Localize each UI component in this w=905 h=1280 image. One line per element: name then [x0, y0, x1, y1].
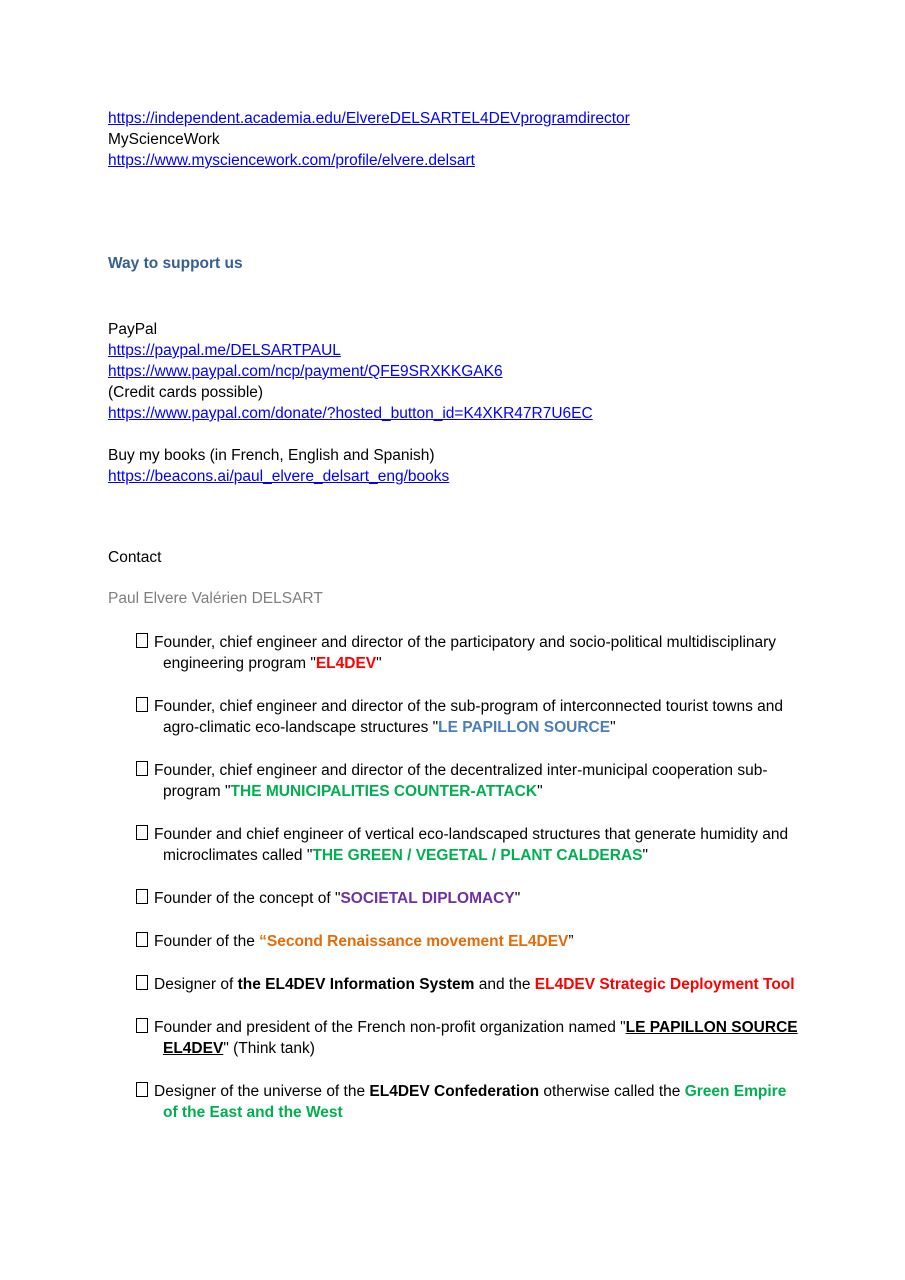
text-line	[108, 361, 805, 382]
support-heading: Way to support us	[108, 255, 243, 272]
text-segment: Founder, chief engineer and director of the participatory and socio-political multidisciplinary engineering program "	[154, 634, 777, 672]
text-line	[108, 466, 805, 487]
hyperlink[interactable]: https://www.paypal.com/donate/?hosted_button_id=K4XKR47R7U6EC	[108, 405, 593, 422]
hyperlink[interactable]: https://beacons.ai/paul_elvere_delsart_eng/books	[108, 468, 450, 485]
checkbox-bullet-icon	[136, 761, 148, 776]
text-segment: "	[376, 655, 382, 672]
checkbox-bullet-icon	[136, 889, 148, 904]
text-line	[108, 150, 805, 171]
text-line	[108, 382, 805, 403]
text-segment: Designer of	[154, 976, 238, 993]
text-segment: Founder of the concept of "	[154, 890, 341, 907]
hyperlink[interactable]: https://www.mysciencework.com/profile/elvere.delsart	[108, 152, 475, 169]
text-segment: SOCIETAL DIPLOMACY	[340, 890, 515, 907]
text-line	[108, 340, 805, 361]
hyperlink[interactable]: https://independent.academia.edu/ElvereDELSARTEL4DEVprogramdirector	[108, 110, 630, 127]
role-item	[108, 824, 805, 866]
text-segment: LE PAPILLON SOURCE	[438, 719, 611, 736]
text-line	[108, 403, 805, 424]
text-line	[108, 445, 805, 466]
checkbox-bullet-icon	[136, 1018, 148, 1033]
text-segment: Green Empire of the East and the West	[163, 1083, 787, 1121]
checkbox-bullet-icon	[136, 1082, 148, 1097]
hyperlink[interactable]: https://paypal.me/DELSARTPAUL	[108, 342, 341, 359]
text-segment: ”	[568, 933, 574, 950]
text-segment: “Second Renaissance movement EL4DEV	[259, 933, 569, 950]
text-segment: Founder and chief engineer of vertical eco-landscaped structures that generate humidity and microclimates called "	[154, 826, 789, 864]
checkbox-bullet-icon	[136, 633, 148, 648]
text-segment: the EL4DEV Information System	[237, 976, 475, 993]
text-segment: Founder and president of the French non-profit organization named "	[154, 1019, 626, 1036]
role-item	[108, 760, 805, 802]
text-segment: " (Think tank)	[223, 1040, 315, 1057]
text-line	[108, 319, 805, 340]
text-segment: and the	[474, 976, 535, 993]
text-segment: Founder, chief engineer and director of the sub-program of interconnected tourist towns and agro-climatic eco-landscape structures "	[154, 698, 783, 736]
text-line	[108, 129, 805, 150]
text-segment: "	[642, 847, 648, 864]
role-item	[108, 1081, 805, 1123]
text-segment: Founder, chief engineer and director of the decentralized inter-municipal cooperation sub-program "	[154, 762, 768, 800]
text-line	[108, 108, 805, 129]
text-segment: EL4DEV	[315, 655, 377, 672]
text-segment: PayPal	[108, 321, 158, 338]
role-item	[108, 1017, 805, 1059]
checkbox-bullet-icon	[136, 825, 148, 840]
text-segment: (Credit cards possible)	[108, 384, 264, 401]
checkbox-bullet-icon	[136, 932, 148, 947]
text-segment: THE GREEN / VEGETAL / PLANT CALDERAS	[312, 847, 643, 864]
role-item	[108, 931, 805, 952]
role-item	[108, 888, 805, 909]
text-segment: EL4DEV Strategic Deployment Tool	[534, 976, 795, 993]
role-item	[108, 974, 805, 995]
text-segment: THE MUNICIPALITIES COUNTER-ATTACK	[230, 783, 538, 800]
text-segment: "	[514, 890, 521, 907]
support-links-block	[108, 319, 805, 424]
text-segment: LE PAPILLON SOURCE EL4DEV	[163, 1019, 798, 1057]
text-segment: EL4DEV Confederation	[369, 1083, 540, 1100]
text-segment: "	[610, 719, 616, 736]
text-segment: "	[537, 783, 543, 800]
text-segment: MyScienceWork	[108, 131, 220, 148]
contact-name: Paul Elvere Valérien DELSART	[108, 590, 323, 607]
hyperlink[interactable]: https://www.paypal.com/ncp/payment/QFE9SRXKKGAK6	[108, 363, 503, 380]
checkbox-bullet-icon	[136, 697, 148, 712]
text-segment: Founder of the	[154, 933, 260, 950]
role-item	[108, 632, 805, 674]
role-list	[108, 632, 805, 1123]
text-segment: Buy my books (in French, English and Spanish)	[108, 447, 435, 464]
role-item	[108, 696, 805, 738]
text-segment: Designer of the universe of the	[154, 1083, 370, 1100]
profile-links-block	[108, 108, 805, 171]
contact-heading: Contact	[108, 549, 162, 566]
books-block	[108, 445, 805, 487]
checkbox-bullet-icon	[136, 975, 148, 990]
text-segment: otherwise called the	[539, 1083, 685, 1100]
